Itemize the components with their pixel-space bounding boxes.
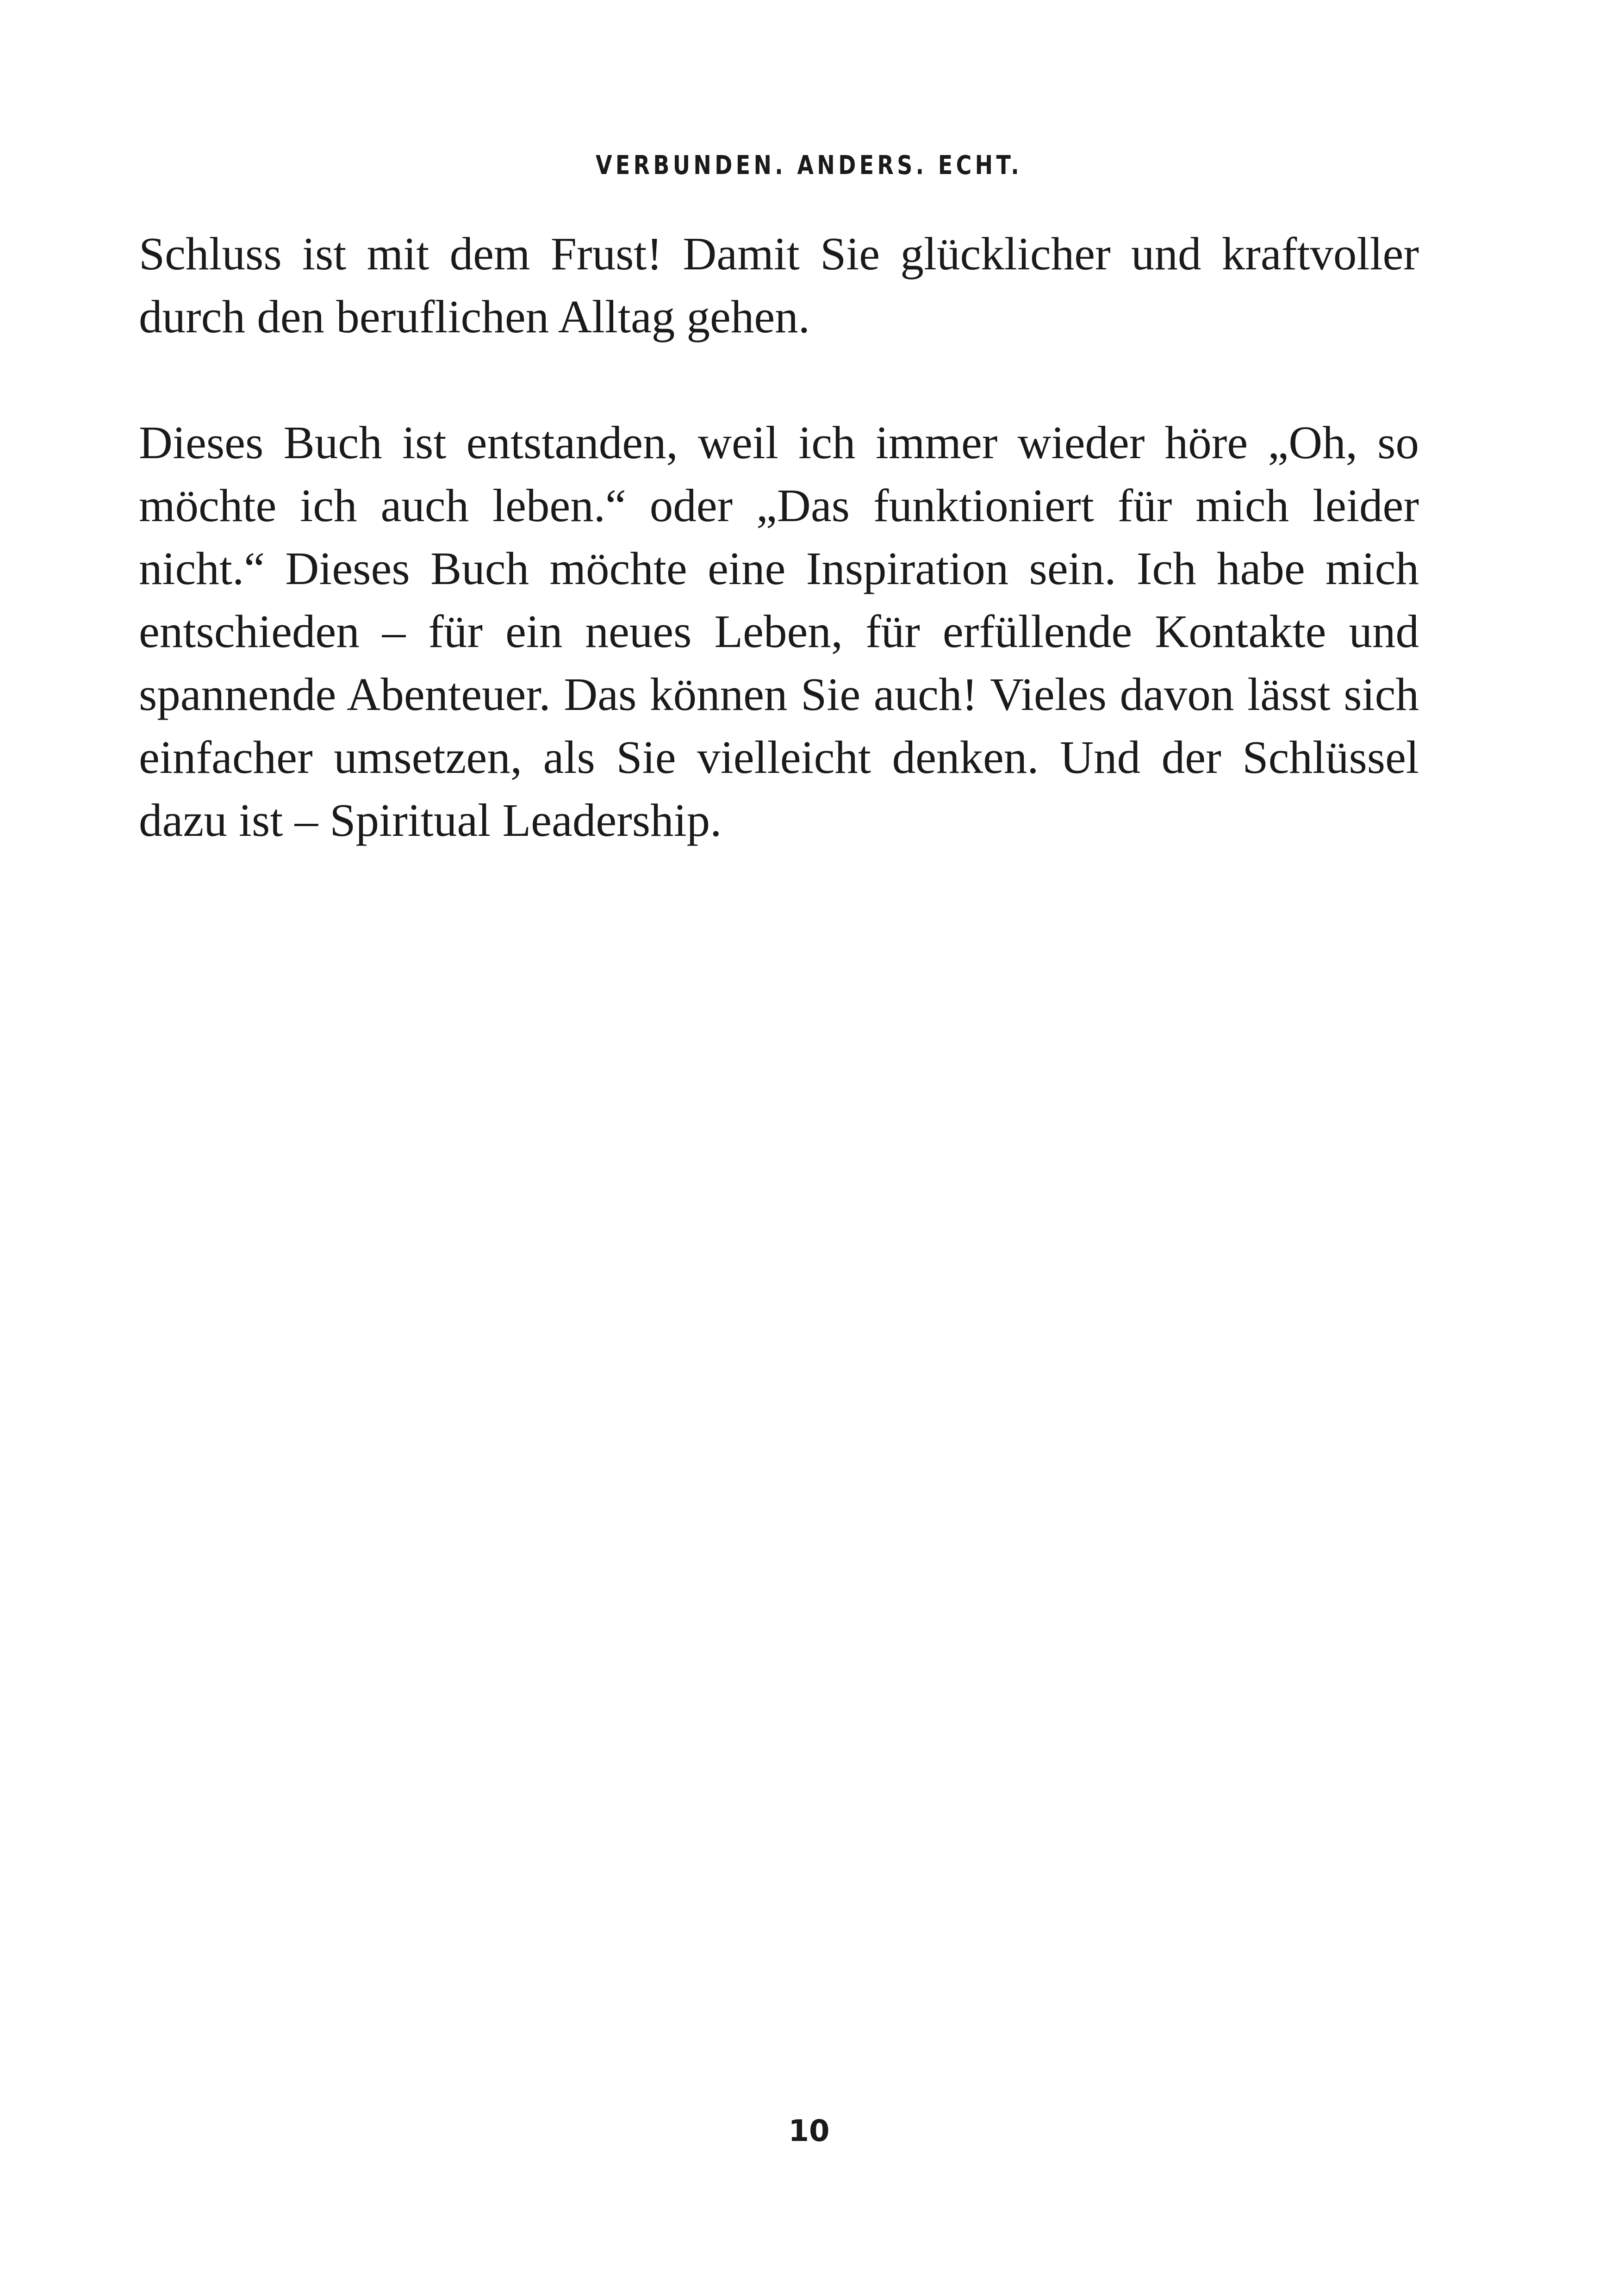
body-text xyxy=(139,222,1419,852)
text-line: durch den beruflichen Alltag gehen. xyxy=(139,291,810,342)
text-line: dazu ist – Spiritual Leadership. xyxy=(139,794,722,846)
paragraph-1 xyxy=(139,222,1419,348)
running-header: VERBUNDEN. ANDERS. ECHT. xyxy=(595,150,1023,180)
text-line: Schluss ist mit dem Frust! Damit Sie glücklicher und kraftvoller xyxy=(139,228,1419,280)
text-line: nicht.“ Dieses Buch möchte eine Inspiration sein. Ich habe mich xyxy=(139,542,1419,594)
page-number: 10 xyxy=(788,2114,830,2148)
text-line: entschieden – für ein neues Leben, für erfüllende Kontakte und xyxy=(139,605,1419,657)
text-line: spannende Abenteuer. Das können Sie auch! Vieles davon lässt sich xyxy=(139,668,1419,720)
text-line: einfacher umsetzen, als Sie vielleicht denken. Und der Schlüssel xyxy=(139,731,1419,783)
paragraph-2 xyxy=(139,411,1419,852)
text-line: möchte ich auch leben.“ oder „Das funktioniert für mich leider xyxy=(139,479,1419,531)
text-line: Dieses Buch ist entstanden, weil ich immer wieder höre „Oh, so xyxy=(139,417,1419,468)
